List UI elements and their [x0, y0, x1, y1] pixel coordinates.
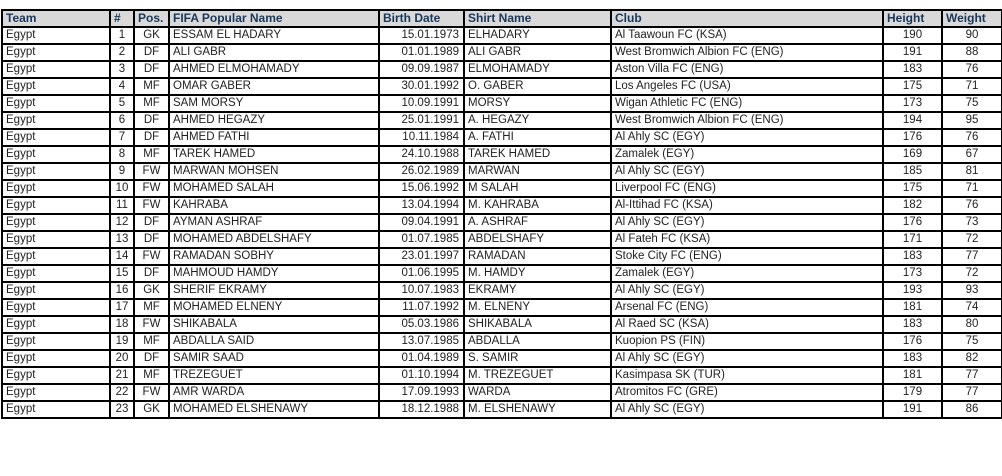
table-cell-height: 175	[883, 180, 942, 197]
table-cell-birth_date: 01.10.1994	[379, 367, 464, 384]
table-cell-birth_date: 01.04.1989	[379, 350, 464, 367]
table-cell-weight: 75	[942, 95, 1002, 112]
table-cell-weight: 73	[942, 214, 1002, 231]
table-cell-weight: 90	[942, 27, 1002, 44]
table-cell-height: 169	[883, 146, 942, 163]
table-cell-club: Al Ahly SC (EGY)	[611, 350, 883, 367]
table-cell-club: Kuopion PS (FIN)	[611, 333, 883, 350]
table-cell-birth_date: 15.01.1973	[379, 27, 464, 44]
table-cell-fifa_popular_name: KAHRABA	[169, 197, 379, 214]
table-cell-pos: DF	[134, 44, 169, 61]
table-cell-team: Egypt	[2, 367, 110, 384]
table-cell-number: 6	[110, 112, 134, 129]
table-cell-number: 5	[110, 95, 134, 112]
table-cell-birth_date: 01.01.1989	[379, 44, 464, 61]
table-cell-weight: 80	[942, 316, 1002, 333]
table-cell-number: 9	[110, 163, 134, 180]
table-cell-team: Egypt	[2, 27, 110, 44]
table-cell-fifa_popular_name: MAHMOUD HAMDY	[169, 265, 379, 282]
table-cell-weight: 88	[942, 44, 1002, 61]
table-cell-number: 17	[110, 299, 134, 316]
table-cell-pos: FW	[134, 163, 169, 180]
table-cell-club: West Bromwich Albion FC (ENG)	[611, 44, 883, 61]
table-cell-birth_date: 01.06.1995	[379, 265, 464, 282]
table-cell-birth_date: 05.03.1986	[379, 316, 464, 333]
table-cell-birth_date: 11.07.1992	[379, 299, 464, 316]
table-cell-height: 191	[883, 44, 942, 61]
table-cell-number: 11	[110, 197, 134, 214]
table-cell-fifa_popular_name: TAREK HAMED	[169, 146, 379, 163]
table-cell-birth_date: 15.06.1992	[379, 180, 464, 197]
table-cell-team: Egypt	[2, 163, 110, 180]
table-row	[2, 27, 1002, 44]
table-cell-team: Egypt	[2, 282, 110, 299]
table-row	[2, 214, 1002, 231]
table-cell-height: 183	[883, 316, 942, 333]
table-cell-weight: 75	[942, 333, 1002, 350]
table-cell-height: 182	[883, 197, 942, 214]
table-cell-club: Kasimpasa SK (TUR)	[611, 367, 883, 384]
table-cell-team: Egypt	[2, 384, 110, 401]
table-row	[2, 350, 1002, 367]
table-row	[2, 146, 1002, 163]
table-cell-pos: DF	[134, 112, 169, 129]
table-cell-team: Egypt	[2, 180, 110, 197]
table-cell-fifa_popular_name: TREZEGUET	[169, 367, 379, 384]
table-cell-pos: GK	[134, 27, 169, 44]
table-cell-birth_date: 30.01.1992	[379, 78, 464, 95]
table-cell-club: Aston Villa FC (ENG)	[611, 61, 883, 78]
table-cell-height: 193	[883, 282, 942, 299]
column-header-club: Club	[611, 10, 883, 27]
table-cell-shirt_name: ABDALLA	[464, 333, 611, 350]
table-cell-number: 16	[110, 282, 134, 299]
table-cell-number: 13	[110, 231, 134, 248]
table-row	[2, 401, 1002, 418]
table-cell-fifa_popular_name: ABDALLA SAID	[169, 333, 379, 350]
table-cell-pos: DF	[134, 129, 169, 146]
table-cell-weight: 71	[942, 180, 1002, 197]
table-cell-pos: FW	[134, 316, 169, 333]
table-cell-club: Atromitos FC (GRE)	[611, 384, 883, 401]
table-cell-number: 12	[110, 214, 134, 231]
table-cell-club: West Bromwich Albion FC (ENG)	[611, 112, 883, 129]
table-cell-birth_date: 23.01.1997	[379, 248, 464, 265]
squad-table	[1, 9, 1002, 419]
table-cell-team: Egypt	[2, 129, 110, 146]
table-cell-shirt_name: RAMADAN	[464, 248, 611, 265]
table-cell-fifa_popular_name: AHMED HEGAZY	[169, 112, 379, 129]
table-cell-number: 21	[110, 367, 134, 384]
table-cell-height: 183	[883, 61, 942, 78]
table-cell-club: Al Ahly SC (EGY)	[611, 163, 883, 180]
table-cell-weight: 74	[942, 299, 1002, 316]
table-cell-fifa_popular_name: OMAR GABER	[169, 78, 379, 95]
table-cell-fifa_popular_name: MOHAMED ELSHENAWY	[169, 401, 379, 418]
table-cell-fifa_popular_name: MOHAMED SALAH	[169, 180, 379, 197]
table-cell-number: 1	[110, 27, 134, 44]
table-cell-birth_date: 09.09.1987	[379, 61, 464, 78]
table-cell-number: 2	[110, 44, 134, 61]
table-cell-team: Egypt	[2, 146, 110, 163]
table-row	[2, 61, 1002, 78]
table-cell-shirt_name: A. HEGAZY	[464, 112, 611, 129]
table-cell-pos: FW	[134, 248, 169, 265]
table-cell-pos: DF	[134, 61, 169, 78]
table-cell-pos: MF	[134, 299, 169, 316]
table-cell-birth_date: 10.09.1991	[379, 95, 464, 112]
table-cell-team: Egypt	[2, 299, 110, 316]
table-cell-birth_date: 10.07.1983	[379, 282, 464, 299]
table-cell-shirt_name: ALI GABR	[464, 44, 611, 61]
column-header-shirt-name: Shirt Name	[464, 10, 611, 27]
table-cell-shirt_name: A. ASHRAF	[464, 214, 611, 231]
table-cell-club: Stoke City FC (ENG)	[611, 248, 883, 265]
table-cell-pos: DF	[134, 231, 169, 248]
table-cell-fifa_popular_name: MARWAN MOHSEN	[169, 163, 379, 180]
table-row	[2, 299, 1002, 316]
column-header-number: #	[110, 10, 134, 27]
table-cell-weight: 86	[942, 401, 1002, 418]
table-cell-team: Egypt	[2, 44, 110, 61]
table-row	[2, 197, 1002, 214]
column-header-height: Height	[883, 10, 942, 27]
table-cell-height: 183	[883, 248, 942, 265]
table-cell-fifa_popular_name: ESSAM EL HADARY	[169, 27, 379, 44]
table-cell-team: Egypt	[2, 333, 110, 350]
table-row	[2, 78, 1002, 95]
table-cell-club: Los Angeles FC (USA)	[611, 78, 883, 95]
table-cell-club: Al Taawoun FC (KSA)	[611, 27, 883, 44]
table-row	[2, 248, 1002, 265]
table-cell-fifa_popular_name: SAMIR SAAD	[169, 350, 379, 367]
table-cell-height: 175	[883, 78, 942, 95]
table-cell-club: Al Ahly SC (EGY)	[611, 401, 883, 418]
table-cell-shirt_name: M. KAHRABA	[464, 197, 611, 214]
table-cell-number: 19	[110, 333, 134, 350]
table-row	[2, 95, 1002, 112]
table-cell-shirt_name: O. GABER	[464, 78, 611, 95]
table-cell-team: Egypt	[2, 61, 110, 78]
table-cell-birth_date: 17.09.1993	[379, 384, 464, 401]
table-cell-number: 14	[110, 248, 134, 265]
table-cell-pos: DF	[134, 350, 169, 367]
table-cell-height: 176	[883, 333, 942, 350]
table-cell-height: 176	[883, 129, 942, 146]
table-cell-shirt_name: EKRAMY	[464, 282, 611, 299]
table-cell-shirt_name: A. FATHI	[464, 129, 611, 146]
table-cell-weight: 81	[942, 163, 1002, 180]
table-cell-club: Al-Ittihad FC (KSA)	[611, 197, 883, 214]
table-cell-birth_date: 25.01.1991	[379, 112, 464, 129]
table-cell-pos: DF	[134, 214, 169, 231]
table-cell-birth_date: 13.04.1994	[379, 197, 464, 214]
table-cell-fifa_popular_name: AHMED FATHI	[169, 129, 379, 146]
squad-table-body	[2, 27, 1002, 418]
table-cell-birth_date: 09.04.1991	[379, 214, 464, 231]
table-cell-height: 176	[883, 214, 942, 231]
table-cell-team: Egypt	[2, 112, 110, 129]
table-cell-shirt_name: MARWAN	[464, 163, 611, 180]
table-cell-pos: MF	[134, 333, 169, 350]
table-cell-number: 23	[110, 401, 134, 418]
table-cell-shirt_name: WARDA	[464, 384, 611, 401]
table-cell-height: 171	[883, 231, 942, 248]
table-cell-club: Liverpool FC (ENG)	[611, 180, 883, 197]
table-row	[2, 333, 1002, 350]
table-cell-number: 22	[110, 384, 134, 401]
table-cell-team: Egypt	[2, 265, 110, 282]
table-cell-weight: 95	[942, 112, 1002, 129]
table-cell-pos: MF	[134, 146, 169, 163]
table-cell-fifa_popular_name: MOHAMED ELNENY	[169, 299, 379, 316]
table-cell-shirt_name: M. TREZEGUET	[464, 367, 611, 384]
table-cell-height: 179	[883, 384, 942, 401]
table-cell-club: Arsenal FC (ENG)	[611, 299, 883, 316]
table-cell-height: 191	[883, 401, 942, 418]
table-cell-team: Egypt	[2, 350, 110, 367]
table-cell-shirt_name: M. ELSHENAWY	[464, 401, 611, 418]
table-cell-team: Egypt	[2, 78, 110, 95]
table-row	[2, 384, 1002, 401]
table-cell-fifa_popular_name: AYMAN ASHRAF	[169, 214, 379, 231]
table-cell-shirt_name: ABDELSHAFY	[464, 231, 611, 248]
table-cell-club: Zamalek (EGY)	[611, 265, 883, 282]
table-cell-fifa_popular_name: ALI GABR	[169, 44, 379, 61]
table-cell-weight: 72	[942, 265, 1002, 282]
table-cell-pos: GK	[134, 401, 169, 418]
table-cell-height: 185	[883, 163, 942, 180]
table-cell-weight: 82	[942, 350, 1002, 367]
table-cell-weight: 67	[942, 146, 1002, 163]
table-cell-weight: 76	[942, 197, 1002, 214]
table-cell-club: Al Fateh FC (KSA)	[611, 231, 883, 248]
table-cell-shirt_name: ELHADARY	[464, 27, 611, 44]
table-cell-shirt_name: M. ELNENY	[464, 299, 611, 316]
table-row	[2, 112, 1002, 129]
table-cell-number: 10	[110, 180, 134, 197]
table-cell-weight: 71	[942, 78, 1002, 95]
table-cell-team: Egypt	[2, 214, 110, 231]
table-row	[2, 316, 1002, 333]
table-cell-pos: DF	[134, 265, 169, 282]
table-row	[2, 129, 1002, 146]
table-cell-weight: 77	[942, 248, 1002, 265]
table-cell-weight: 77	[942, 384, 1002, 401]
table-cell-height: 194	[883, 112, 942, 129]
table-cell-birth_date: 24.10.1988	[379, 146, 464, 163]
table-cell-club: Wigan Athletic FC (ENG)	[611, 95, 883, 112]
table-cell-pos: FW	[134, 197, 169, 214]
table-cell-height: 181	[883, 299, 942, 316]
column-header-team: Team	[2, 10, 110, 27]
table-cell-height: 183	[883, 350, 942, 367]
table-cell-height: 173	[883, 95, 942, 112]
table-cell-shirt_name: ELMOHAMADY	[464, 61, 611, 78]
table-cell-pos: GK	[134, 282, 169, 299]
table-cell-fifa_popular_name: RAMADAN SOBHY	[169, 248, 379, 265]
table-cell-fifa_popular_name: AHMED ELMOHAMADY	[169, 61, 379, 78]
table-row	[2, 367, 1002, 384]
table-cell-shirt_name: SHIKABALA	[464, 316, 611, 333]
table-cell-birth_date: 01.07.1985	[379, 231, 464, 248]
table-cell-pos: FW	[134, 384, 169, 401]
table-cell-birth_date: 18.12.1988	[379, 401, 464, 418]
table-row	[2, 44, 1002, 61]
table-row	[2, 282, 1002, 299]
table-cell-fifa_popular_name: SHIKABALA	[169, 316, 379, 333]
table-cell-team: Egypt	[2, 401, 110, 418]
table-cell-number: 8	[110, 146, 134, 163]
table-cell-shirt_name: TAREK HAMED	[464, 146, 611, 163]
table-cell-club: Al Ahly SC (EGY)	[611, 214, 883, 231]
table-cell-team: Egypt	[2, 248, 110, 265]
table-cell-number: 4	[110, 78, 134, 95]
table-cell-weight: 77	[942, 367, 1002, 384]
table-row	[2, 163, 1002, 180]
table-cell-weight: 93	[942, 282, 1002, 299]
table-row	[2, 265, 1002, 282]
table-cell-number: 15	[110, 265, 134, 282]
table-cell-number: 18	[110, 316, 134, 333]
table-cell-height: 181	[883, 367, 942, 384]
table-cell-weight: 76	[942, 61, 1002, 78]
table-cell-shirt_name: M SALAH	[464, 180, 611, 197]
table-cell-fifa_popular_name: SHERIF EKRAMY	[169, 282, 379, 299]
table-cell-birth_date: 26.02.1989	[379, 163, 464, 180]
table-cell-fifa_popular_name: SAM MORSY	[169, 95, 379, 112]
column-header-pos: Pos.	[134, 10, 169, 27]
table-cell-shirt_name: S. SAMIR	[464, 350, 611, 367]
table-cell-number: 7	[110, 129, 134, 146]
table-cell-club: Zamalek (EGY)	[611, 146, 883, 163]
table-cell-number: 20	[110, 350, 134, 367]
column-header-birth-date: Birth Date	[379, 10, 464, 27]
table-cell-pos: MF	[134, 367, 169, 384]
table-cell-pos: MF	[134, 78, 169, 95]
table-row	[2, 231, 1002, 248]
table-row	[2, 180, 1002, 197]
table-cell-height: 190	[883, 27, 942, 44]
column-header-weight: Weight	[942, 10, 1002, 27]
table-cell-number: 3	[110, 61, 134, 78]
column-header-fifa-popular-name: FIFA Popular Name	[169, 10, 379, 27]
table-cell-weight: 76	[942, 129, 1002, 146]
table-cell-birth_date: 10.11.1984	[379, 129, 464, 146]
table-cell-height: 173	[883, 265, 942, 282]
table-cell-fifa_popular_name: AMR WARDA	[169, 384, 379, 401]
table-cell-shirt_name: MORSY	[464, 95, 611, 112]
table-cell-club: Al Ahly SC (EGY)	[611, 282, 883, 299]
header-row	[2, 10, 1002, 27]
table-cell-pos: MF	[134, 95, 169, 112]
table-cell-club: Al Raed SC (KSA)	[611, 316, 883, 333]
table-cell-team: Egypt	[2, 95, 110, 112]
table-cell-birth_date: 13.07.1985	[379, 333, 464, 350]
table-cell-weight: 72	[942, 231, 1002, 248]
table-cell-team: Egypt	[2, 231, 110, 248]
table-cell-shirt_name: M. HAMDY	[464, 265, 611, 282]
table-cell-fifa_popular_name: MOHAMED ABDELSHAFY	[169, 231, 379, 248]
table-cell-club: Al Ahly SC (EGY)	[611, 129, 883, 146]
table-cell-team: Egypt	[2, 197, 110, 214]
table-cell-team: Egypt	[2, 316, 110, 333]
table-cell-pos: FW	[134, 180, 169, 197]
